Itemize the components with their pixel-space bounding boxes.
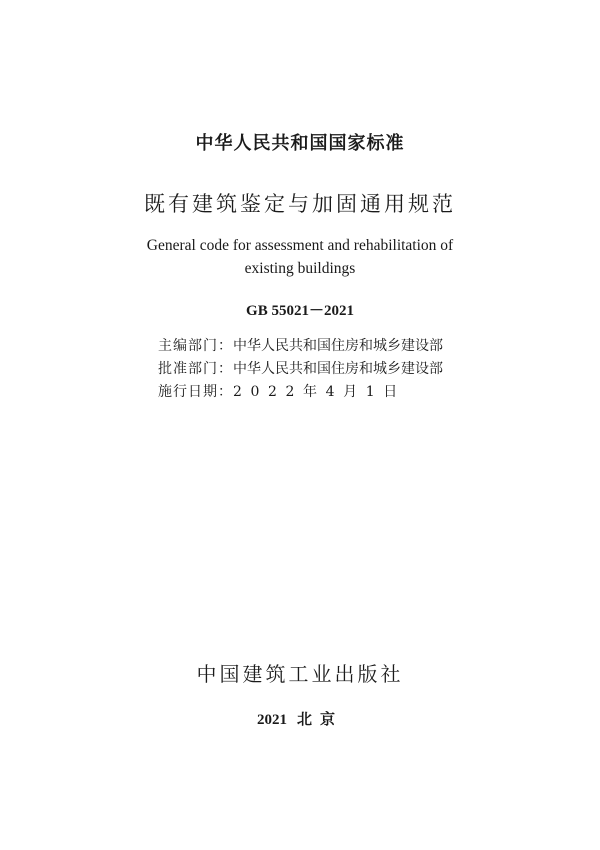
publication-year: 2021 — [256, 712, 287, 728]
effective-date-value: 2022年4月1日 — [233, 384, 406, 400]
approval-dept-value: 中华人民共和国住房和城乡建设部 — [233, 361, 443, 377]
publication-city: 北京 — [296, 712, 343, 728]
effective-date-label: 施行日期： — [158, 384, 233, 400]
chief-editor-value: 中华人民共和国住房和城乡建设部 — [233, 338, 443, 354]
publication-place — [0, 708, 600, 729]
standard-number: GB 55021－2021 — [246, 303, 354, 319]
approval-dept-row — [158, 358, 443, 381]
title-english-line-2: existing buildings — [244, 260, 356, 277]
document-title-chinese: 既有建筑鉴定与加固通用规范 — [144, 192, 456, 216]
standard-type-heading: 中华人民共和国国家标准 — [195, 133, 405, 154]
approval-dept-label: 批准部门： — [158, 361, 233, 377]
publisher-name: 中国建筑工业出版社 — [196, 662, 404, 686]
effective-date-row — [158, 381, 443, 404]
standard-metadata — [158, 335, 443, 404]
document-title-english — [0, 234, 600, 280]
chief-editor-row — [158, 335, 443, 358]
title-english-line-1: General code for assessment and rehabilitation of — [146, 237, 454, 254]
chief-editor-label: 主编部门： — [158, 338, 233, 354]
